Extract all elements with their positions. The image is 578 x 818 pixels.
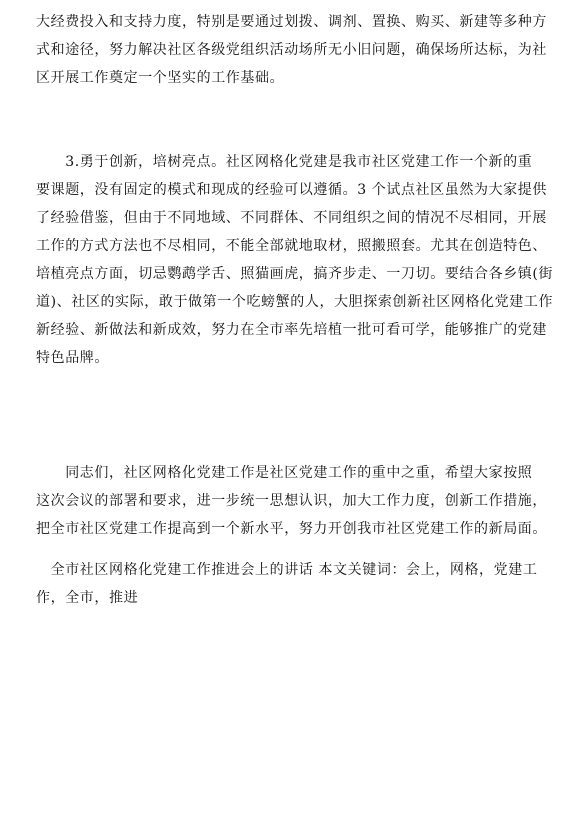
text-line: 培植亮点方面，切忌鹦鹉学舌、照猫画虎，搞齐步走、一刀切。要结合各乡镇(街: [36, 266, 554, 282]
text-line: 要课题，没有固定的模式和现成的经验可以遵循。3 个试点社区虽然为大家提供: [36, 182, 547, 198]
text-line: 这次会议的部署和要求，进一步统一思想认识，加大工作力度，创新工作措施，: [36, 493, 547, 509]
text-line: 式和途径，努力解决社区各级党组织活动场所无小旧问题，确保场所达标，为社: [36, 42, 547, 58]
paragraph-funding: [36, 8, 552, 92]
text-line: 大经费投入和支持力度，特别是要通过划拨、调剂、置换、购买、新建等多种方: [36, 14, 547, 30]
text-line: 同志们，社区网格化党建工作是社区党建工作的重中之重，希望大家按照: [36, 465, 533, 481]
text-line: 工作的方式方法也不尽相同，不能全部就地取材，照搬照套。尤其在创造特色、: [36, 238, 547, 254]
text-line: 把全市社区党建工作提高到一个新水平，努力开创我市社区党建工作的新局面。: [36, 521, 547, 537]
paragraph-keywords: [36, 556, 552, 612]
text-line: 全市社区网格化党建工作推进会上的讲话 本文关键词：会上，网格，党建工: [36, 562, 538, 578]
text-line: 新经验、新做法和新成效，努力在全市率先培植一批可看可学，能够推广的党建: [36, 322, 547, 338]
text-line: 作，全市，推进: [36, 590, 139, 606]
paragraph-closing: [36, 459, 552, 543]
paragraph-innovation: [36, 148, 552, 372]
text-line: 了经验借鉴，但由于不同地域、不同群体、不同组织之间的情况不尽相同，开展: [36, 210, 547, 226]
text-line: 道)、社区的实际，敢于做第一个吃螃蟹的人，大胆探索创新社区网格化党建工作: [36, 294, 554, 310]
text-line: 特色品牌。: [36, 350, 109, 366]
text-line: 3.勇于创新，培树亮点。社区网格化党建是我市社区党建工作一个新的重: [36, 154, 533, 170]
text-line: 区开展工作奠定一个坚实的工作基础。: [36, 70, 285, 86]
